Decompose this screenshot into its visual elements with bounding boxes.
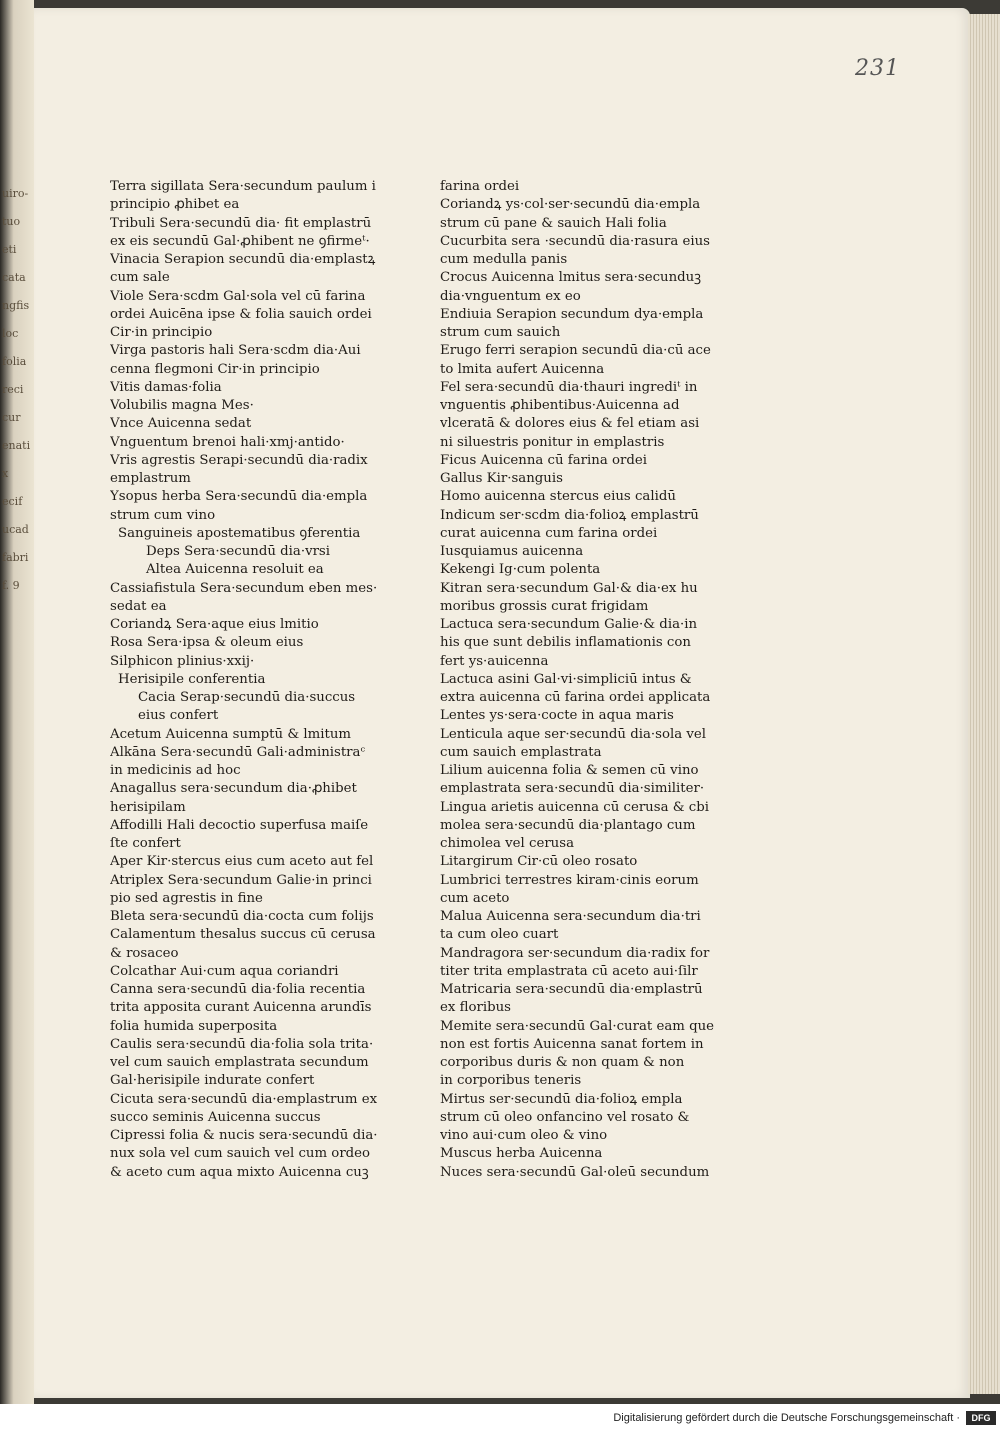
margin-fragment: reci: [2, 383, 24, 396]
dfg-logo: DFG: [966, 1411, 996, 1425]
text-line: Calamentum thesalus succus cū cerusa: [110, 927, 376, 943]
text-line: non est fortis Auicenna sanat fortem in: [440, 1036, 704, 1052]
text-line: Altea Auicenna resoluit ea: [146, 562, 324, 578]
text-line: Terra sigillata Sera·secundum paulum i: [110, 179, 376, 194]
text-line: Lumbrici terrestres kiram·cinis eorum: [440, 872, 699, 888]
text-line: Cacia Serap·secundū dia·succus: [138, 690, 356, 705]
text-line: Gallus Kir·sanguis: [440, 471, 563, 486]
margin-fragment: uiro-: [2, 187, 29, 200]
text-line: folia humida superposita: [110, 1018, 278, 1034]
text-line: Alkāna Sera·secundū Gali·administraᶜ: [110, 744, 366, 760]
text-line: strum cū oleo onfancino vel rosato &: [440, 1109, 690, 1125]
text-line: Tribuli Sera·secundū dia· fit emplastrū: [110, 215, 372, 231]
text-line: dia·vnguentum ex eo: [440, 288, 581, 304]
text-line: ordei Auicēna ipse & folia sauich ordei: [110, 306, 372, 322]
text-line: Anagallus sera·secundum dia·ꝓhibet: [110, 781, 357, 797]
text-line: Endiuia Serapion secundum dya·empla: [440, 306, 704, 322]
text-line: Fel sera·secundū dia·thauri ingrediᵗ in: [440, 379, 698, 395]
text-line: Caulis sera·secundū dia·folia sola trita·: [110, 1036, 374, 1052]
text-line: Memite sera·secundū Gal·curat eam que: [440, 1018, 715, 1034]
text-line: Homo auicenna stercus eius calidū: [440, 489, 676, 505]
margin-fragment: fabri: [2, 551, 29, 564]
text-line: Kitran sera·secundum Gal·& dia·ex hu: [440, 580, 698, 596]
text-line: strum cum vino: [110, 507, 216, 523]
text-line: Bleta sera·secundū dia·cocta cum folijs: [110, 909, 374, 924]
text-line: Coriandꝝ ys·col·ser·secundū dia·empla: [440, 197, 701, 213]
margin-fragment: x: [2, 467, 9, 480]
margin-fragment: cata: [2, 271, 26, 284]
text-line: ta cum oleo cuart: [440, 927, 559, 943]
facing-page-fragments: [2, 180, 32, 600]
text-line: Silphicon plinius·xxij·: [110, 653, 255, 669]
text-line: Acetum Auicenna sumptū & lmitum: [110, 726, 352, 742]
text-line: in medicinis ad hoc: [110, 763, 241, 778]
text-line: Colcathar Aui·cum aqua coriandri: [110, 963, 339, 979]
footer-bar: [0, 1404, 1000, 1433]
text-line: Viole Sera·scd̄m Gal·sola vel cū farina: [110, 288, 366, 304]
text-line: titer trita emplastrata cū aceto aui·ſilr: [440, 963, 698, 979]
text-line: ex eis secundū Gal·ꝓhibent ne ꝯfirmeᵗ·: [110, 233, 370, 249]
text-line: succo seminis Auicenna succus: [110, 1109, 321, 1125]
text-line: Cicuta sera·secundū dia·emplastrum ex: [110, 1091, 378, 1107]
margin-fragment: cur: [2, 411, 21, 424]
text-line: cum sauich emplastrata: [440, 744, 602, 760]
text-line: principio ꝓhibet ea: [110, 197, 240, 213]
text-line: Vinacia Serapion secundū dia·emplastꝝ: [110, 252, 376, 267]
text-line: Lentes ys·sera·cocte in aqua maris: [440, 708, 674, 724]
text-line: Kekengi Ig·cum polenta: [440, 562, 601, 578]
text-line: moribus grossis curat frigidam: [440, 598, 649, 614]
text-line: Vnce Auicenna sedat: [110, 416, 252, 432]
text-line: Malua Auicenna sera·secundum dia·tri: [440, 909, 701, 924]
text-line: to lmita aufert Auicenna: [440, 361, 605, 377]
text-line: trita apposita curant Auicenna arundīs: [110, 1000, 372, 1016]
text-line: ni siluestris ponitur in emplastris: [440, 434, 665, 450]
text-line: vel cum sauich emplastrata secundum: [110, 1055, 369, 1070]
text-line: Ysopus herba Sera·secundū dia·empla: [110, 489, 368, 505]
text-line: Cassiafistula Sera·secundum eben mes·: [110, 580, 378, 596]
folio-number: 231: [855, 56, 900, 81]
text-line: cenna flegmoni Cir·in principio: [110, 361, 320, 377]
text-line: Deps Sera·secundū dia·vrsi: [146, 544, 331, 559]
text-line: farina ordei: [440, 179, 520, 194]
margin-fragment: ucad: [2, 523, 29, 536]
text-line: Crocus Auicenna lmitus sera·secunduꝫ: [440, 270, 702, 286]
text-line: Volubilis magna Mes·: [110, 398, 254, 413]
text-line: Cipressi folia & nucis sera·secundū dia·: [110, 1128, 378, 1143]
text-line: Atriplex Sera·secundum Galie·in princi: [110, 872, 372, 888]
text-line: Ficus Auicenna cū farina ordei: [440, 452, 647, 468]
margin-fragment: folia: [2, 355, 27, 368]
text-line: Rosa Sera·ipsa & oleum eius: [110, 635, 304, 651]
funding-notice: Digitalisierung gefördert durch die Deutsche Forschungsgemeinschaft ·: [613, 1412, 960, 1424]
text-line: Indicum ser·scd̄m dia·folioꝝ emplastrū: [440, 507, 699, 523]
page-stack-edge: [968, 14, 1000, 1394]
text-line: Coriandꝝ Sera·aque eius lmitio: [110, 617, 319, 632]
margin-fragment: eti: [2, 243, 17, 256]
text-line: nux sola vel cum sauich vel cum ordeo: [110, 1146, 371, 1162]
text-line: ſte confert: [110, 836, 181, 851]
text-line: his que sunt debilis inflamationis con: [440, 635, 691, 651]
text-line: cum sale: [110, 270, 170, 286]
margin-fragment: loc: [2, 327, 19, 340]
text-line: Vris agrestis Serapi·secundū dia·radix: [110, 452, 368, 468]
margin-fragment: ecif: [2, 495, 23, 508]
text-line: Cir·in principio: [110, 325, 213, 340]
text-line: corporibus duris & non quam & non: [440, 1055, 685, 1070]
text-line: Aper Kir·stercus eius cum aceto aut fel: [110, 854, 374, 870]
text-line: Mirtus ser·secundū dia·folioꝝ empla: [440, 1091, 683, 1107]
text-line: sedat ea: [110, 598, 167, 614]
text-line: Nuces sera·secundū Gal·oleū secundum: [440, 1164, 710, 1180]
text-line: eius confert: [138, 708, 219, 724]
text-line: Litargirum Cir·cū oleo rosato: [440, 854, 638, 870]
text-line: Herisipile conferentia: [118, 671, 266, 687]
text-line: in corporibus teneris: [440, 1073, 582, 1089]
text-line: cum aceto: [440, 890, 510, 906]
text-line: Virga pastoris hali Sera·scd̄m dia·Aui: [110, 343, 361, 359]
text-line: molea sera·secundū dia·plantago cum: [440, 817, 696, 833]
margin-fragment: enati: [2, 439, 31, 452]
text-line: Affodilli Hali decoctio superfusa maiſe: [110, 817, 369, 833]
text-line: Erugo ferri serapion secundū dia·cū ace: [440, 343, 711, 359]
margin-fragment: ngfis: [2, 299, 30, 312]
text-line: Lilium auicenna folia & semen cū vino: [440, 763, 699, 778]
text-line: Cucurbita sera ·secundū dia·rasura eius: [440, 233, 710, 249]
text-column-left: [110, 178, 410, 1182]
text-line: Gal·herisipile indurate confert: [110, 1073, 315, 1089]
text-line: Canna sera·secundū dia·folia recentia: [110, 982, 366, 997]
text-line: strum cū pane & sauich Hali folia: [440, 215, 667, 231]
text-line: emplastrum: [110, 471, 191, 486]
text-line: Lactuca asini Gal·vi·simpliciū intus &: [440, 671, 692, 687]
text-line: curat auicenna cum farina ordei: [440, 525, 658, 541]
margin-fragment: f. 9: [2, 579, 20, 592]
text-line: herisipilam: [110, 799, 186, 815]
text-line: cum medulla panis: [440, 252, 568, 267]
text-line: Lingua arietis auicenna cū cerusa & cbi: [440, 799, 709, 815]
text-line: Sanguineis apostematibus ꝯferentia: [118, 525, 361, 541]
text-line: Lenticula aque ser·secundū dia·sola vel: [440, 726, 707, 742]
text-line: Mandragora ser·secundum dia·radix for: [440, 945, 710, 961]
text-line: & rosaceo: [110, 945, 179, 961]
text-line: fert ys·auicenna: [440, 653, 549, 669]
text-column-right: [440, 178, 760, 1182]
margin-fragment: tuo: [2, 215, 21, 228]
text-line: vlceratā & dolores eius & fel etiam asi: [440, 416, 700, 432]
facing-page-edge: [0, 0, 34, 1404]
text-line: & aceto cum aqua mixto Auicenna cuꝫ: [110, 1164, 369, 1180]
text-line: Lactuca sera·secundum Galie·& dia·in: [440, 617, 698, 632]
text-line: vnguentis ꝓhibentibus·Auicenna ad: [440, 398, 680, 413]
text-line: Muscus herba Auicenna: [440, 1146, 603, 1162]
text-line: Matricaria sera·secundū dia·emplastrū: [440, 982, 703, 997]
text-line: Vnguentum brenoi hali·xmj·antido·: [110, 434, 345, 450]
text-line: extra auicenna cū farina ordei applicata: [440, 690, 711, 705]
text-line: chimolea vel cerusa: [440, 836, 575, 851]
text-line: pio sed agrestis in fine: [110, 890, 263, 906]
text-line: strum cum sauich: [440, 325, 561, 340]
text-line: ex floribus: [440, 1000, 511, 1016]
text-line: Vitis damas·folia: [110, 379, 222, 395]
text-line: emplastrata sera·secundū dia·similiter·: [440, 781, 705, 797]
text-line: Iusquiamus auicenna: [440, 544, 584, 559]
text-line: vino aui·cum oleo & vino: [440, 1128, 608, 1143]
